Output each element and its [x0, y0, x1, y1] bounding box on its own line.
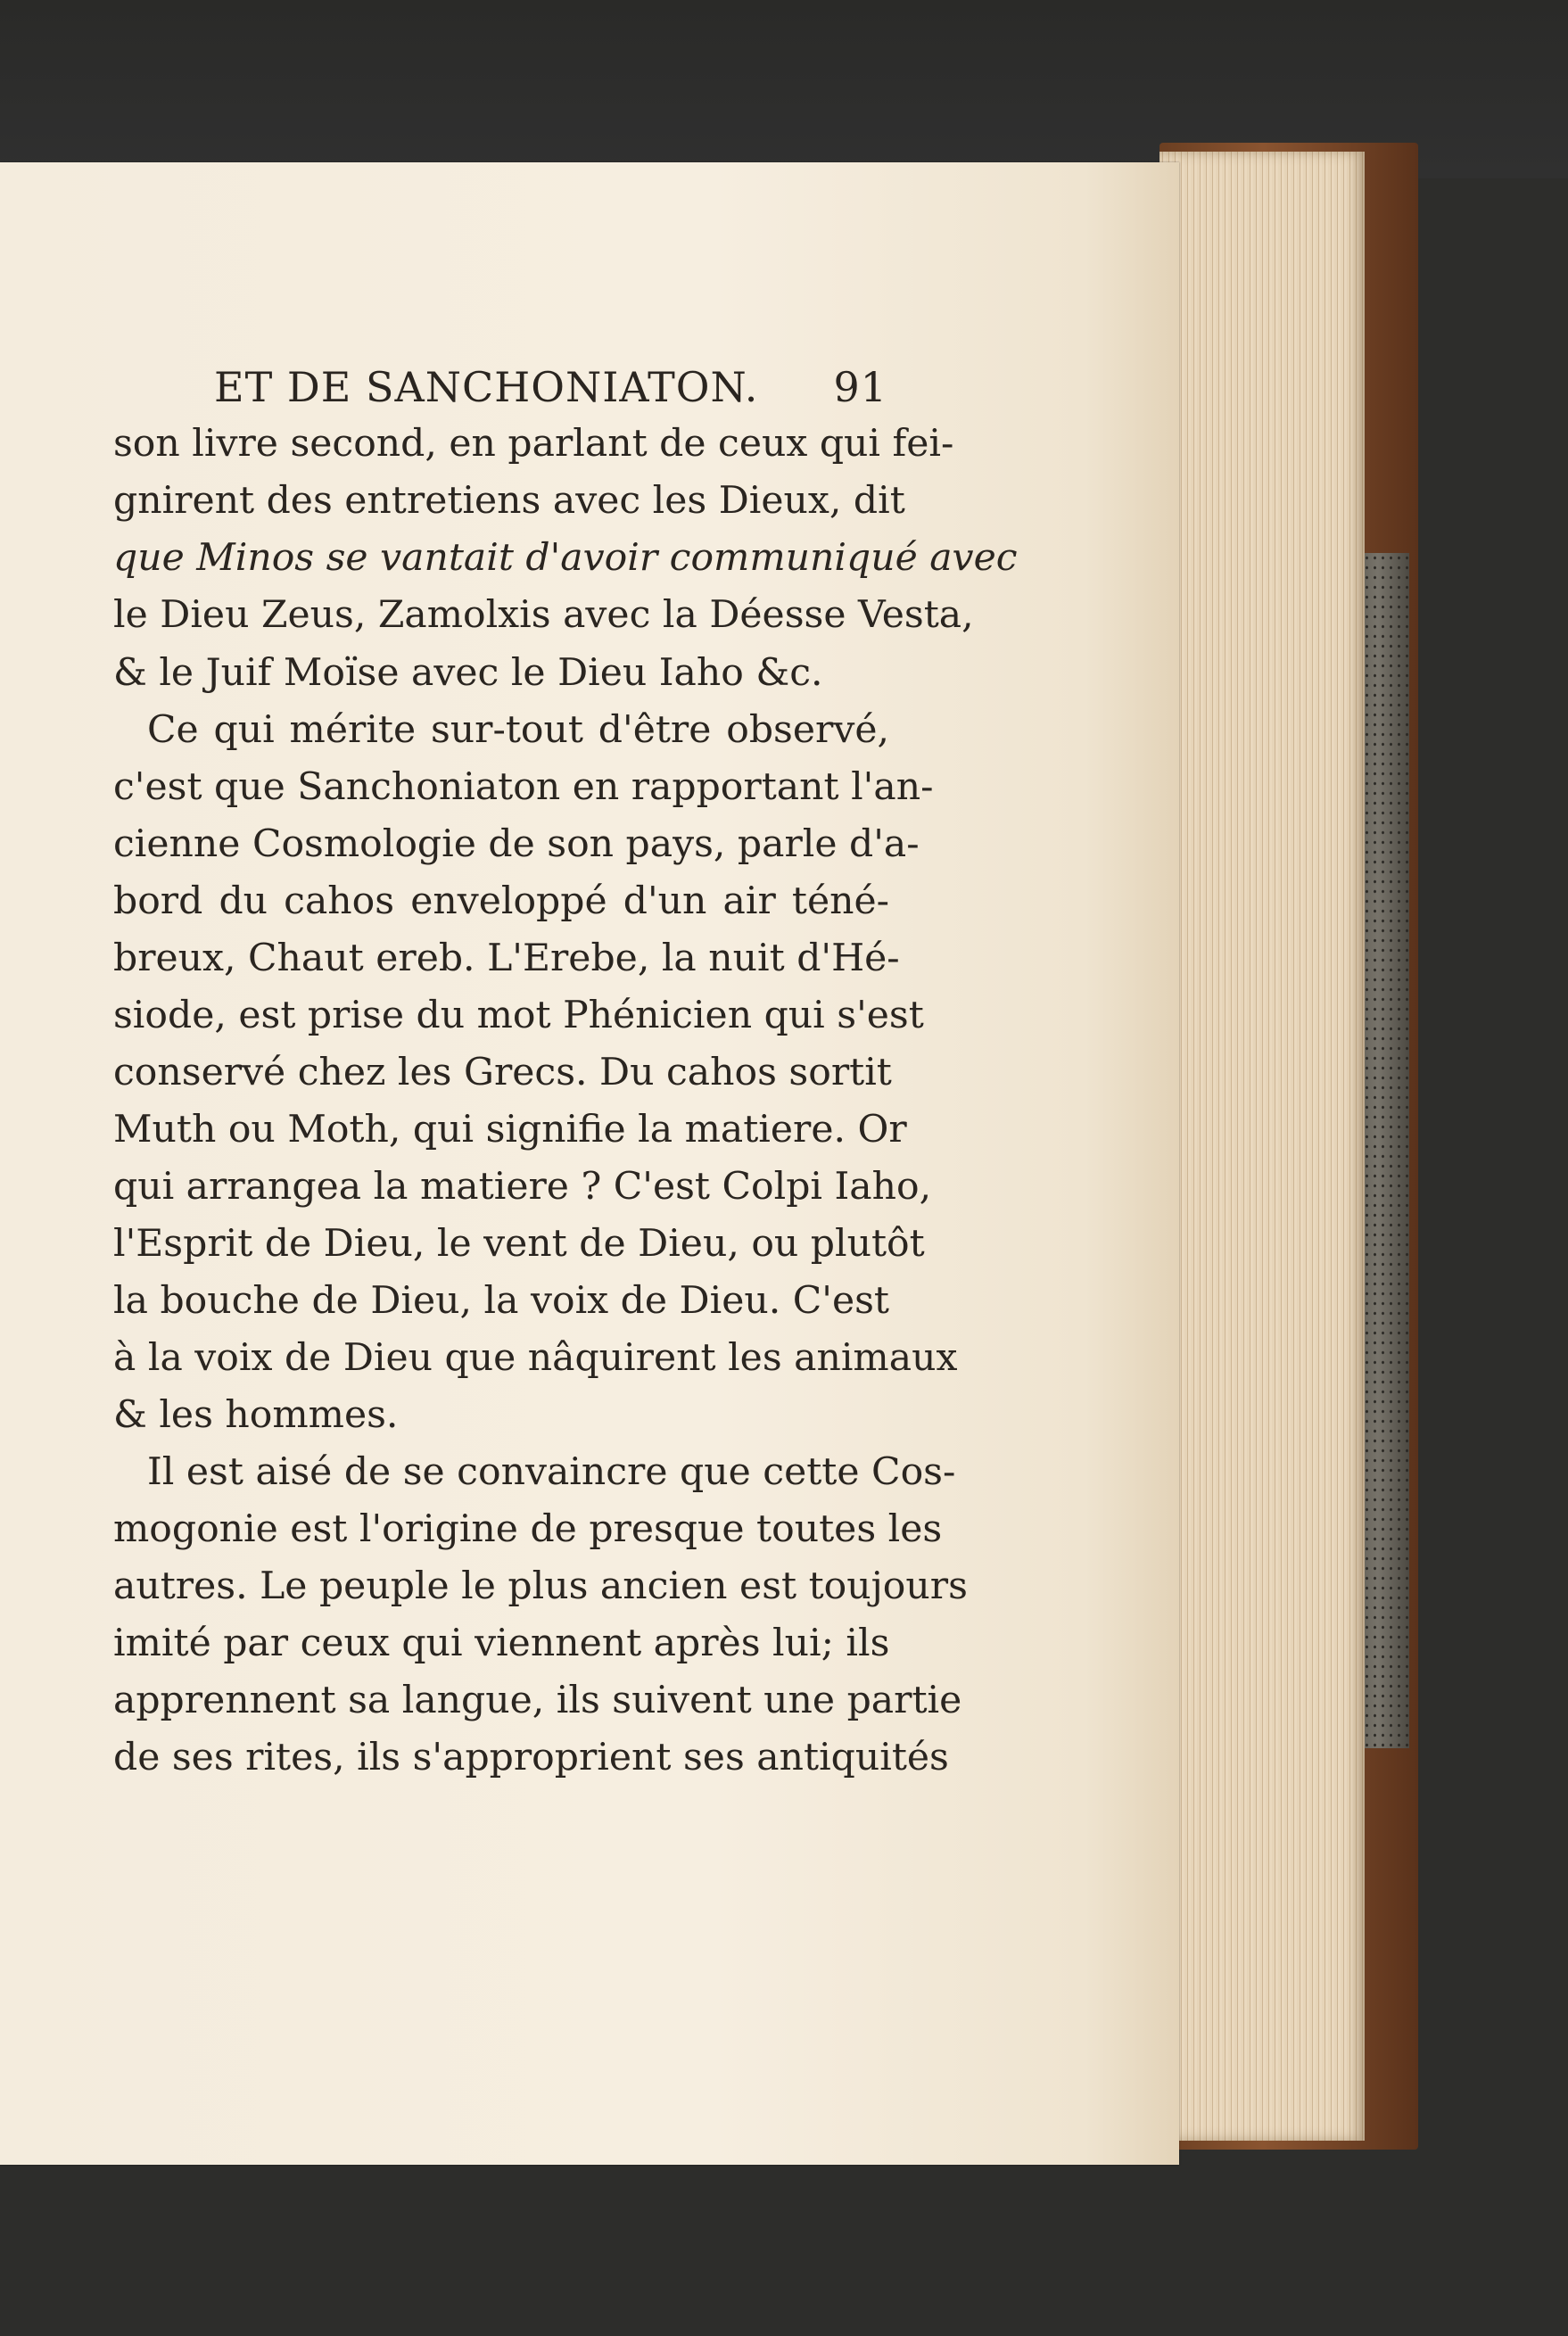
- text-line: imité par ceux qui viennent après lui; ils: [113, 1622, 890, 1665]
- text-line: & les hommes.: [113, 1393, 399, 1437]
- text-line: de ses rites, ils s'approprient ses antiquités: [113, 1736, 949, 1779]
- page-edges: [1159, 152, 1365, 2141]
- text-line: c'est que Sanchoniaton en rapportant l'an-: [113, 765, 934, 809]
- page-header: [214, 363, 887, 425]
- text-line: l'Esprit de Dieu, le vent de Dieu, ou plutôt: [113, 1222, 925, 1266]
- text-line: breux, Chaut ereb. L'Erebe, la nuit d'Hé-: [113, 937, 900, 980]
- text-line: conservé chez les Grecs. Du cahos sortit: [113, 1051, 892, 1094]
- text-line: mogonie est l'origine de presque toutes les: [113, 1507, 943, 1551]
- text-line: gnirent des entretiens avec les Dieux, dit: [113, 479, 905, 523]
- page-number: 91: [833, 363, 887, 411]
- text-line: son livre second, en parlant de ceux qui fei-: [113, 422, 954, 466]
- text-line: la bouche de Dieu, la voix de Dieu. C'est: [113, 1279, 889, 1323]
- text-line: cienne Cosmologie de son pays, parle d'a-: [113, 822, 920, 866]
- running-head: ET DE SANCHONIATON.: [214, 363, 759, 411]
- text-line: qui arrangea la matiere ? C'est Colpi Iaho,: [113, 1165, 932, 1209]
- text-line: que Minos se vantait d'avoir communiqué avec: [113, 536, 1018, 580]
- text-line: Ce qui mérite sur-tout d'être observé,: [147, 708, 889, 752]
- text-line: à la voix de Dieu que nâquirent les animaux: [113, 1336, 958, 1380]
- text-line: Il est aisé de se convaincre que cette Cos-: [147, 1450, 956, 1494]
- text-line: autres. Le peuple le plus ancien est toujours: [113, 1564, 968, 1608]
- text-line: apprennent sa langue, ils suivent une partie: [113, 1679, 962, 1722]
- text-line: Muth ou Moth, qui signifie la matiere. Or: [113, 1108, 907, 1151]
- text-block: [0, 162, 1179, 2165]
- text-line: le Dieu Zeus, Zamolxis avec la Déesse Vesta,: [113, 593, 974, 637]
- book-page: [0, 162, 1179, 2165]
- text-line: bord du cahos enveloppé d'un air téné-: [113, 879, 889, 923]
- text-line: & le Juif Moïse avec le Dieu Iaho &c.: [113, 651, 823, 695]
- text-line: siode, est prise du mot Phénicien qui s'est: [113, 994, 924, 1037]
